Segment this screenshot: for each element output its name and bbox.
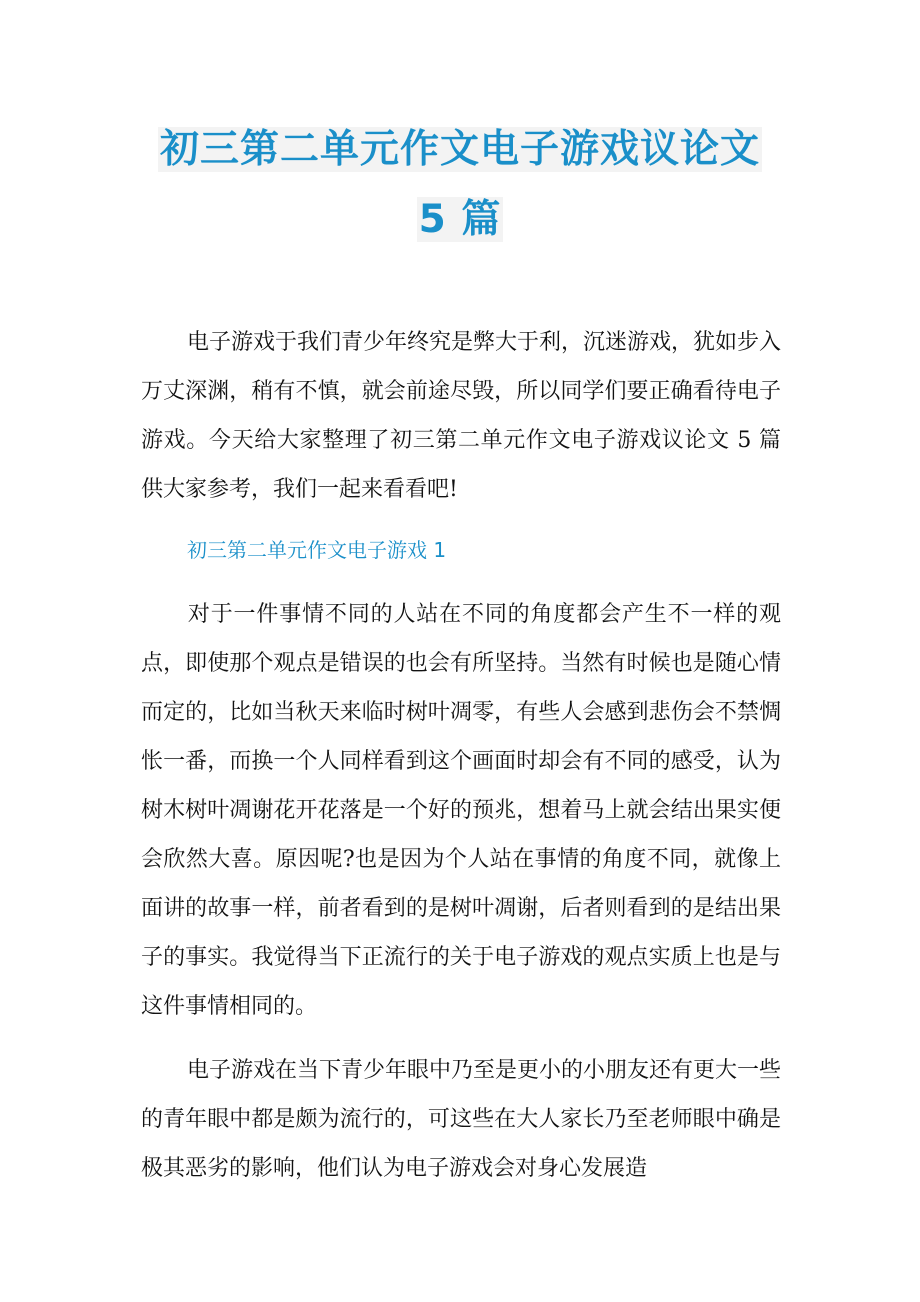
title-text-2: 5 篇 <box>418 197 502 242</box>
body-paragraph-2 <box>141 1046 781 1193</box>
section-heading: 初三第二单元作文电子游戏 1 <box>187 538 447 562</box>
document-title-line-2 <box>0 194 920 246</box>
body-paragraph-1-text: 对于一件事情不同的人站在不同的角度都会产生不一样的观点，即使那个观点是错误的也会有所坚持。当然有时候也是随心情而定的，比如当秋天来临时树叶凋零，有些人会感到悲伤会不禁惆怅一番，而换一个人同样看到这个画面时却会有不同的感受，认为树木树叶凋谢花开花落是一个好的预兆，想着马上就会结出果实便会欣然大喜。原因呢?也是因为个人站在事情的角度不同，就像上面讲的故事一样，前者看到的是树叶凋谢，后者则看到的是结出果子的事实。我觉得当下正流行的关于电子游戏的观点实质上也是与这件事情相同的。 <box>141 602 781 1019</box>
title-text-1: 初三第二单元作文电子游戏议论文 <box>159 127 760 172</box>
document-title-line-1 <box>0 124 920 176</box>
intro-paragraph-text: 电子游戏于我们青少年终究是弊大于利，沉迷游戏，犹如步入万丈深渊，稍有不慎，就会前途尽毁，所以同学们要正确看待电子游戏。今天给大家整理了初三第二单元作文电子游戏议论文 5 篇供大家参考，我们一起来看看吧! <box>141 330 782 502</box>
body-paragraph-1 <box>141 590 781 1031</box>
body-paragraph-2-text: 电子游戏在当下青少年眼中乃至是更小的小朋友还有更大一些的青年眼中都是颇为流行的，可这些在大人家长乃至老师眼中确是极其恶劣的影响，他们认为电子游戏会对身心发展造 <box>141 1058 782 1181</box>
intro-paragraph <box>141 318 781 514</box>
